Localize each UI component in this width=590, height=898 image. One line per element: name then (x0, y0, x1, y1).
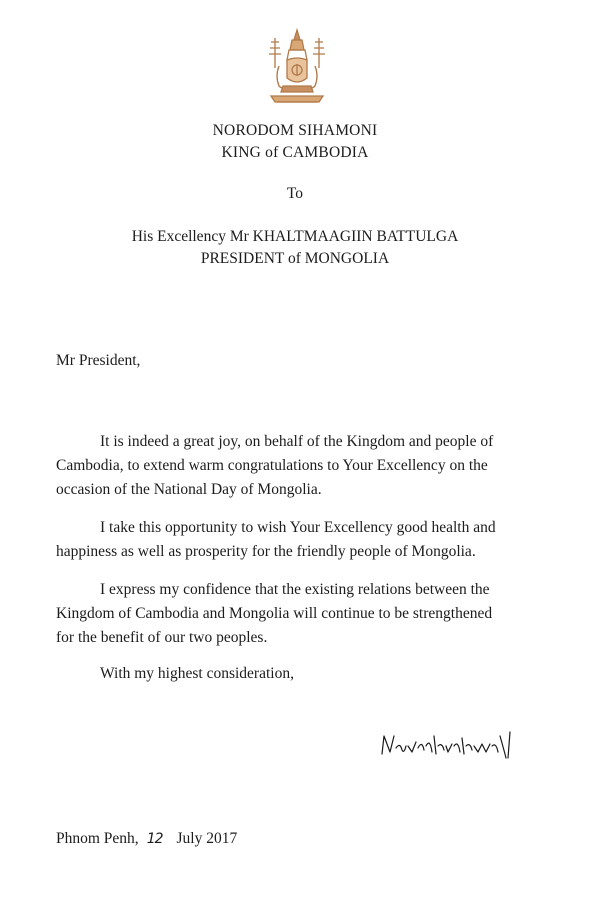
place-date-line (56, 830, 237, 848)
body-paragraph-3 (56, 578, 552, 650)
paragraph-line: Kingdom of Cambodia and Mongolia will continue to be strengthened (56, 605, 493, 622)
place-text: Phnom Penh, (56, 830, 139, 847)
paragraph-line: I express my confidence that the existing relations between the (100, 581, 490, 598)
paragraph-line: Cambodia, to extend warm congratulations to Your Excellency on the (56, 457, 488, 474)
paragraph-line: happiness as well as prosperity for the friendly people of Mongolia. (56, 543, 476, 560)
closing-line (56, 662, 552, 686)
handwritten-signature (378, 724, 528, 764)
body-paragraph-1 (56, 430, 552, 502)
handwritten-day: 12 (146, 831, 163, 847)
paragraph-line: I take this opportunity to wish Your Excellency good health and (100, 519, 496, 536)
month-year-text: July 2017 (176, 830, 238, 847)
recipient-title: PRESIDENT of MONGOLIA (200, 250, 390, 267)
recipient-name: His Excellency Mr KHALTMAAGIIN BATTULGA (131, 228, 459, 245)
sender-block (0, 120, 590, 164)
body-paragraph-2 (56, 516, 552, 564)
paragraph-line: It is indeed a great joy, on behalf of the Kingdom and people of (100, 433, 494, 450)
paragraph-line: occasion of the National Day of Mongolia. (56, 481, 322, 498)
salutation: Mr President, (56, 352, 141, 369)
closing-text: With my highest consideration, (100, 665, 294, 682)
sender-name: NORODOM SIHAMONI (212, 122, 378, 139)
recipient-block (0, 226, 590, 270)
to-label: To (286, 185, 304, 202)
royal-crest-icon (265, 28, 329, 110)
paragraph-line: for the benefit of our two peoples. (56, 629, 268, 646)
sender-title: KING of CAMBODIA (221, 144, 369, 161)
